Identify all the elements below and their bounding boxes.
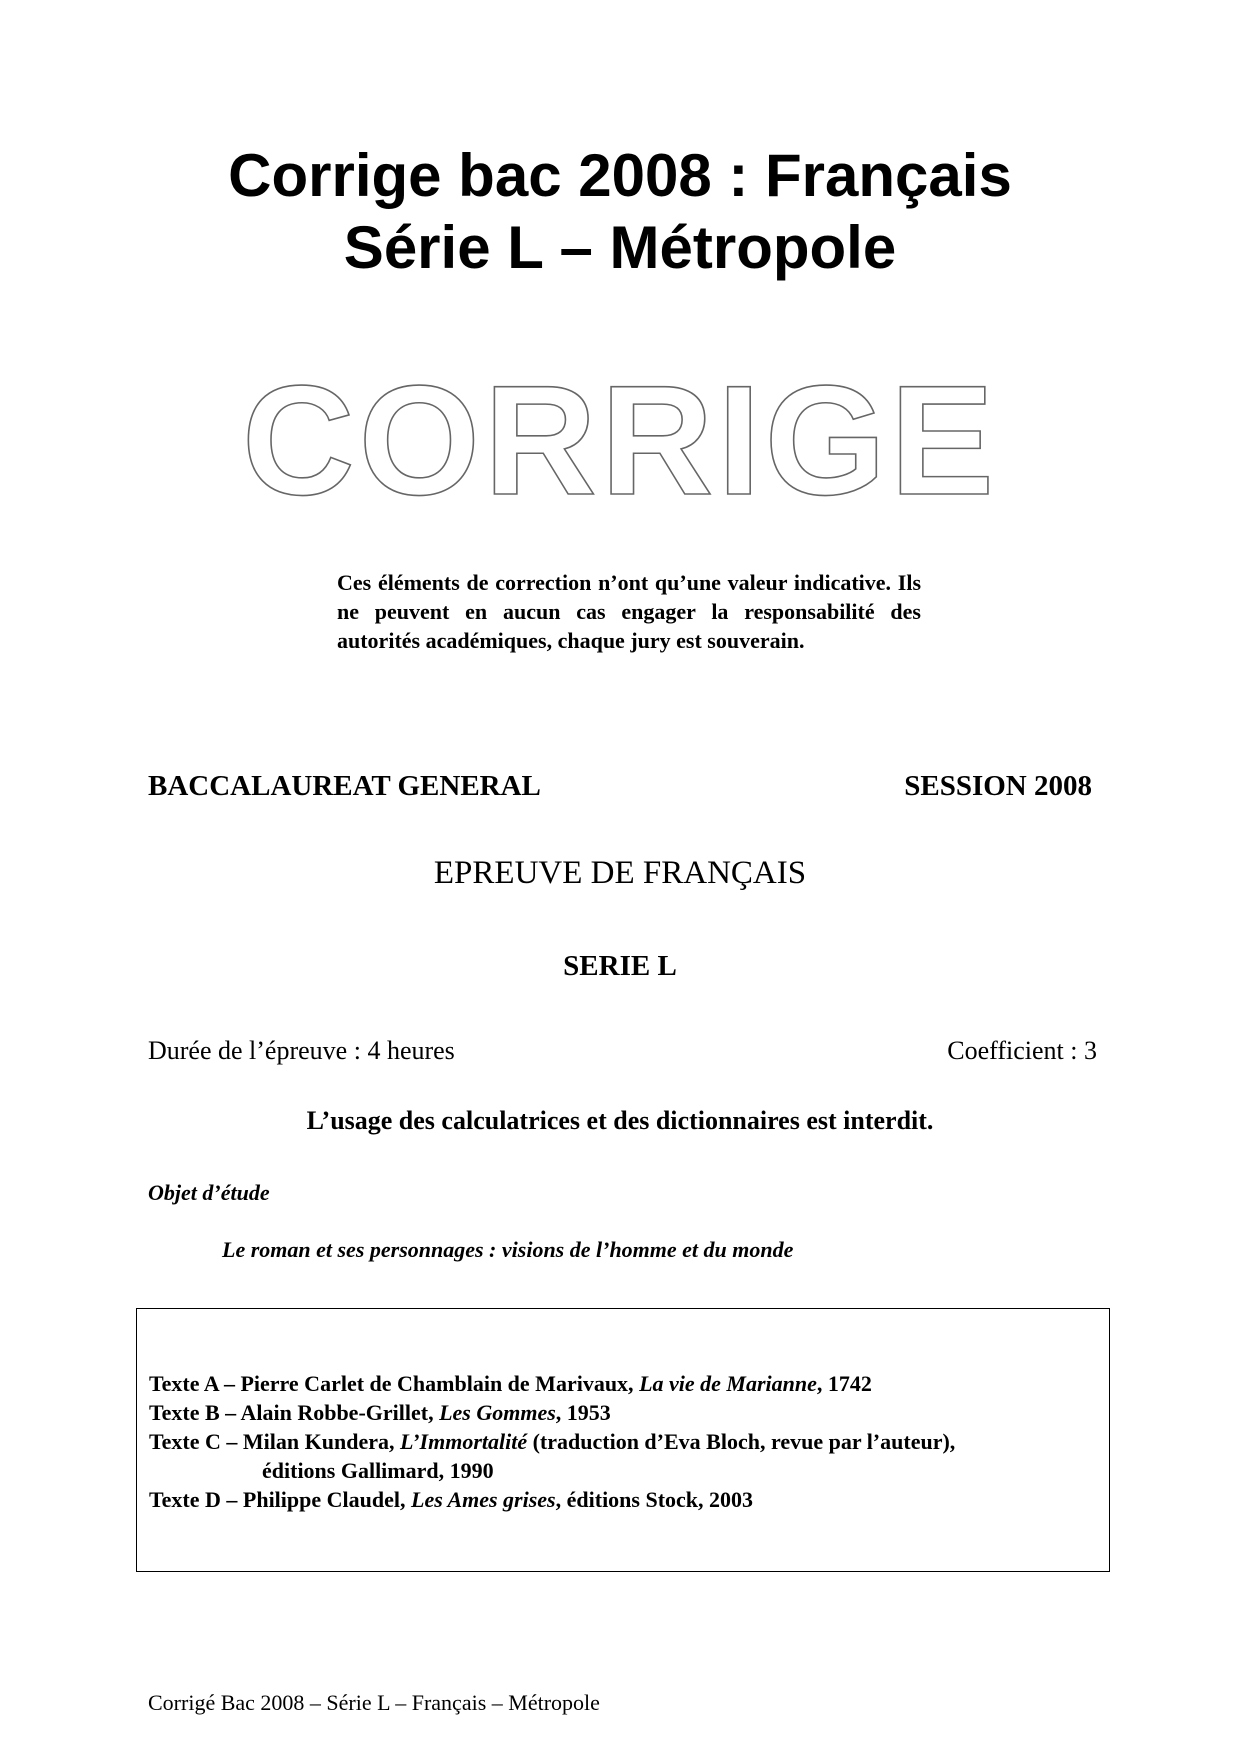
corrige-watermark — [0, 370, 1240, 510]
work-title: L’Immortalité — [399, 1429, 528, 1454]
work-title: Les Gommes — [439, 1400, 556, 1425]
text-item-c-continuation: éditions Gallimard, 1990 — [262, 1458, 494, 1483]
watermark-text: CORRIGE — [241, 370, 999, 510]
title-line-2: Série L – Métropole — [343, 214, 897, 281]
text-item-a: Texte A – Pierre Carlet de Chamblain de Marivaux, La vie de Marianne, 1742 — [149, 1371, 872, 1396]
title-line-1: Corrige bac 2008 : Français — [228, 142, 1012, 209]
text-item-d: Texte D – Philippe Claudel, Les Ames grises, éditions Stock, 2003 — [149, 1487, 754, 1512]
coefficient: Coefficient : 3 — [947, 1036, 1097, 1065]
serie-label: SERIE L — [563, 950, 677, 982]
page-title — [0, 140, 1240, 284]
epreuve-title: EPREUVE DE FRANÇAIS — [433, 855, 807, 891]
page-footer: Corrigé Bac 2008 – Série L – Français – Métropole — [148, 1690, 600, 1715]
session-label: SESSION 2008 — [904, 770, 1092, 802]
text-item-c: Texte C – Milan Kundera, L’Immortalité (traduction d’Eva Bloch, revue par l’auteur), — [149, 1429, 956, 1454]
text-item-b: Texte B – Alain Robbe-Grillet, Les Gommes, 1953 — [149, 1400, 611, 1425]
calculator-rule: L’usage des calculatrices et des dictionnaires est interdit. — [306, 1106, 934, 1135]
objet-value: Le roman et ses personnages : visions de l’homme et du monde — [222, 1237, 794, 1262]
objet-label: Objet d’étude — [148, 1180, 270, 1205]
texts-list — [149, 1369, 1099, 1514]
disclaimer: Ces éléments de correction n’ont qu’une valeur indicative. Ils ne peuvent en aucun cas engager la responsabilité des autorités académiques, chaque jury est souverain. — [337, 570, 921, 653]
duration: Durée de l’épreuve : 4 heures — [148, 1036, 455, 1065]
work-title: La vie de Marianne — [639, 1371, 817, 1396]
texts-box — [136, 1308, 1110, 1572]
work-title: Les Ames grises — [411, 1487, 556, 1512]
exam-type: BACCALAUREAT GENERAL — [148, 770, 541, 802]
